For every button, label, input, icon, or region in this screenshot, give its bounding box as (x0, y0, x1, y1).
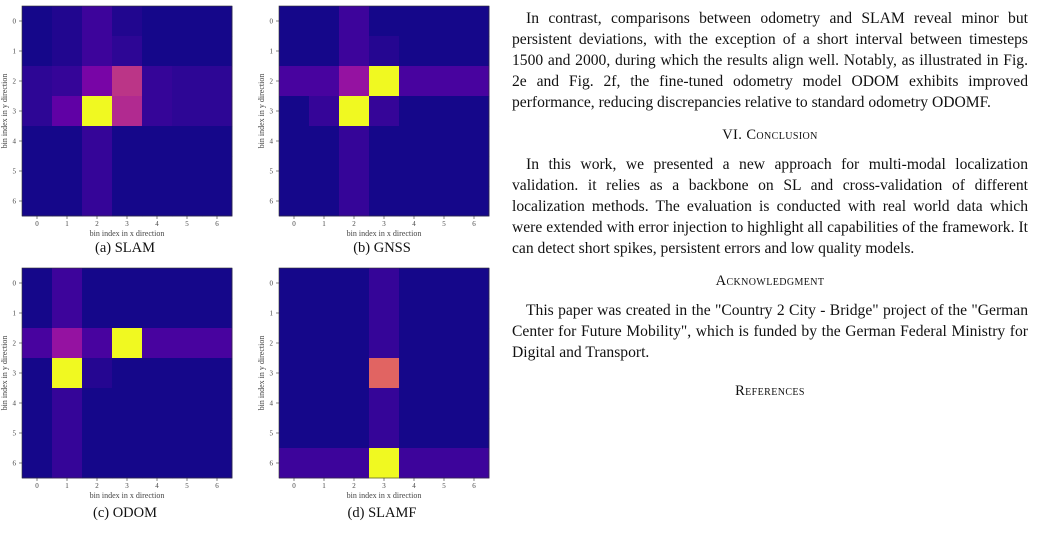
heatmap-cell (22, 126, 52, 156)
x-tick-label: 0 (35, 482, 39, 490)
heatmap-cell (339, 66, 369, 96)
heatmap-cell (279, 268, 309, 298)
heatmap-cell (142, 66, 172, 96)
heatmap-cell (309, 96, 339, 126)
heatmap-cell (279, 96, 309, 126)
x-axis-label: bin index in x direction (346, 229, 422, 238)
x-tick-label: 2 (352, 482, 356, 490)
y-tick-label: 2 (12, 77, 16, 86)
heatmap-slamf (257, 262, 507, 500)
x-tick-label: 0 (35, 220, 39, 228)
heatmap-cell (399, 66, 429, 96)
heatmap-cell (279, 186, 309, 216)
heatmap-cell (309, 268, 339, 298)
x-tick-label: 5 (185, 220, 189, 228)
x-tick-label: 4 (412, 482, 416, 490)
heatmap-cell (202, 126, 232, 156)
heatmap-cell (339, 298, 369, 328)
heatmap-cell (52, 96, 82, 126)
heatmap-cell (279, 448, 309, 478)
heatmap-cell (369, 96, 399, 126)
heatmap-cell (459, 448, 489, 478)
x-tick-label: 1 (322, 220, 326, 228)
heatmap-cell (339, 6, 369, 36)
heatmap-cell (82, 6, 112, 36)
figure-caption-slamf: (d) SLAMF (347, 505, 417, 521)
heatmap-cell (459, 6, 489, 36)
heatmap-cell (309, 156, 339, 186)
heatmap-cell (22, 448, 52, 478)
heatmap-cell (369, 418, 399, 448)
heatmap-cell (429, 186, 459, 216)
heatmap-cell (142, 448, 172, 478)
x-tick-label: 0 (292, 220, 296, 228)
heatmap-cell (279, 66, 309, 96)
heatmap-cell (429, 96, 459, 126)
y-tick-label: 1 (12, 309, 16, 318)
heatmap-cell (339, 328, 369, 358)
heatmap-cell (399, 298, 429, 328)
x-tick-label: 3 (382, 482, 386, 490)
heatmap-cell (202, 268, 232, 298)
heatmap-cell (202, 418, 232, 448)
heatmap-cell (82, 126, 112, 156)
heatmap-cell (112, 388, 142, 418)
y-tick-label: 3 (12, 369, 16, 378)
heatmap-cell (172, 448, 202, 478)
heatmap-cell (369, 36, 399, 66)
heatmap-gnss (257, 0, 507, 238)
heatmap-cell (202, 66, 232, 96)
heatmap-cell (52, 36, 82, 66)
heatmap-cell (82, 358, 112, 388)
heatmap-cell (142, 126, 172, 156)
heatmap-cell (142, 328, 172, 358)
heatmap-cell (369, 6, 399, 36)
x-axis-label: bin index in x direction (89, 229, 165, 238)
y-tick-label: 4 (269, 137, 273, 146)
heatmap-cell (339, 36, 369, 66)
heatmap-cell (369, 388, 399, 418)
heatmap-cell (112, 126, 142, 156)
heatmap-cell (399, 268, 429, 298)
heatmap-cell (22, 418, 52, 448)
y-tick-label: 3 (269, 107, 273, 116)
heatmap-cell (202, 388, 232, 418)
heatmap-cell (22, 268, 52, 298)
heatmap-cell (82, 268, 112, 298)
heatmap-cell (82, 156, 112, 186)
heatmap-cell (459, 66, 489, 96)
y-tick-label: 1 (12, 47, 16, 56)
heatmap-cell (279, 298, 309, 328)
heatmap-cell (309, 388, 339, 418)
y-tick-label: 5 (12, 167, 16, 176)
y-tick-label: 5 (269, 167, 273, 176)
x-tick-label: 6 (215, 482, 219, 490)
x-tick-label: 4 (412, 220, 416, 228)
heatmap-cell (142, 298, 172, 328)
x-tick-label: 4 (155, 482, 159, 490)
heatmap-cell (429, 358, 459, 388)
heatmap-cell (429, 6, 459, 36)
intro-paragraph: In contrast, comparisons between odometry and SLAM reveal minor but persistent deviations, with the exception of a short interval between timesteps 1500 and 2000, during which the results align well. Notably, as illustrated in Fig. 2e and Fig. 2f, the fine-tuned odometry model ODOM exhibits improved performance, reducing discrepancies relative to standard odometry ODOMF. (512, 10, 1028, 111)
x-tick-label: 3 (125, 220, 129, 228)
heatmap-cell (172, 328, 202, 358)
heatmap-cell (172, 388, 202, 418)
heatmap-cell (112, 298, 142, 328)
x-tick-label: 5 (442, 220, 446, 228)
heatmap-cell (399, 388, 429, 418)
heatmap-cell (82, 186, 112, 216)
heatmap-cell (172, 186, 202, 216)
acknowledgment-paragraph: This paper was created in the "Country 2 City - Bridge" project of the "German Center for Future Mobility", which is funded by the German Federal Ministry for Digital and Transport. (512, 302, 1028, 361)
x-tick-label: 6 (472, 482, 476, 490)
heatmap-cell (112, 6, 142, 36)
y-tick-label: 0 (12, 279, 16, 288)
acknowledgment-heading: Acknowledgment (715, 273, 825, 289)
heatmap-cell (22, 358, 52, 388)
heatmap-cell (202, 156, 232, 186)
x-axis-label: bin index in x direction (346, 491, 422, 500)
heatmap-odom (0, 262, 250, 500)
heatmap-cell (309, 418, 339, 448)
heatmap-cell (202, 358, 232, 388)
heatmap-cell (309, 126, 339, 156)
heatmap-cell (52, 126, 82, 156)
heatmap-cell (142, 6, 172, 36)
heatmap-panel-slamf (257, 262, 507, 537)
heatmap-cell (202, 96, 232, 126)
heatmap-cell (369, 156, 399, 186)
heatmap-cell (429, 388, 459, 418)
heatmap-cell (82, 388, 112, 418)
heatmap-cell (82, 298, 112, 328)
heatmap-cell (172, 126, 202, 156)
x-tick-label: 3 (382, 220, 386, 228)
heatmap-cell (52, 388, 82, 418)
heatmap-cell (399, 36, 429, 66)
heatmap-cell (202, 328, 232, 358)
y-tick-label: 2 (269, 339, 273, 348)
y-tick-label: 1 (269, 309, 273, 318)
y-tick-label: 6 (12, 459, 16, 468)
heatmap-cell (339, 358, 369, 388)
heatmap-cell (52, 186, 82, 216)
heatmap-cell (369, 66, 399, 96)
heatmap-cell (112, 156, 142, 186)
heatmap-cell (339, 126, 369, 156)
heatmap-cell (112, 96, 142, 126)
heatmap-cell (399, 358, 429, 388)
heatmap-cell (369, 448, 399, 478)
y-tick-label: 2 (269, 77, 273, 86)
heatmap-cell (279, 36, 309, 66)
heatmap-cell (52, 418, 82, 448)
heatmap-cell (82, 96, 112, 126)
heatmap-cell (202, 36, 232, 66)
heatmap-cell (52, 358, 82, 388)
heatmap-cell (52, 268, 82, 298)
y-tick-label: 5 (269, 429, 273, 438)
heatmap-cell (459, 96, 489, 126)
heatmap-cell (22, 6, 52, 36)
y-tick-label: 6 (269, 197, 273, 206)
heatmap-cell (22, 186, 52, 216)
heatmap-cell (172, 418, 202, 448)
y-tick-label: 6 (269, 459, 273, 468)
heatmap-cell (369, 186, 399, 216)
heatmap-cell (399, 186, 429, 216)
heatmap-cell (112, 328, 142, 358)
heatmap-cell (202, 186, 232, 216)
y-tick-label: 4 (269, 399, 273, 408)
heatmap-cell (309, 298, 339, 328)
x-tick-label: 3 (125, 482, 129, 490)
heatmap-cell (22, 96, 52, 126)
heatmap-cell (112, 418, 142, 448)
heatmap-cell (172, 96, 202, 126)
heatmap-cell (52, 298, 82, 328)
x-tick-label: 5 (185, 482, 189, 490)
y-tick-label: 3 (12, 107, 16, 116)
heatmap-cell (202, 298, 232, 328)
heatmap-cell (22, 298, 52, 328)
heatmap-cell (309, 448, 339, 478)
heatmap-cell (172, 66, 202, 96)
heatmap-cell (172, 36, 202, 66)
heatmap-cell (369, 298, 399, 328)
y-tick-label: 0 (269, 17, 273, 26)
heatmap-cell (429, 268, 459, 298)
x-tick-label: 2 (352, 220, 356, 228)
heatmap-cell (112, 268, 142, 298)
heatmap-cell (279, 358, 309, 388)
heatmap-cell (399, 6, 429, 36)
heatmap-cell (429, 156, 459, 186)
heatmap-cell (339, 96, 369, 126)
y-axis-label: bin index in y direction (257, 335, 266, 411)
heatmap-cell (112, 448, 142, 478)
heatmap-cell (82, 448, 112, 478)
y-tick-label: 4 (12, 137, 16, 146)
x-tick-label: 2 (95, 482, 99, 490)
heatmap-cell (369, 268, 399, 298)
y-tick-label: 0 (269, 279, 273, 288)
heatmap-cell (309, 186, 339, 216)
heatmap-cell (82, 36, 112, 66)
x-tick-label: 2 (95, 220, 99, 228)
heatmap-cell (112, 358, 142, 388)
heatmap-cell (172, 358, 202, 388)
conclusion-paragraph: In this work, we presented a new approach for multi-modal localization validation. it relies as a backbone on SL and cross-validation of different localization methods. The evaluation is conducted with real world data which were extended with error injection to highlight all capabilities of the framework. It can detect short spikes, persistent errors and low quality models. (512, 156, 1028, 257)
heatmap-cell (459, 418, 489, 448)
heatmap-cell (52, 448, 82, 478)
heatmap-cell (459, 156, 489, 186)
x-tick-label: 6 (215, 220, 219, 228)
x-tick-label: 0 (292, 482, 296, 490)
heatmap-cell (82, 328, 112, 358)
heatmap-cell (279, 126, 309, 156)
heatmap-cell (369, 328, 399, 358)
heatmap-cell (459, 36, 489, 66)
heatmap-cell (202, 448, 232, 478)
heatmap-cell (429, 418, 459, 448)
heatmap-cell (279, 418, 309, 448)
y-tick-label: 2 (12, 339, 16, 348)
heatmap-cell (399, 328, 429, 358)
heatmap-cell (459, 388, 489, 418)
heatmap-slam (0, 0, 250, 238)
heatmap-cell (369, 126, 399, 156)
heatmap-cell (399, 448, 429, 478)
heatmap-cell (22, 66, 52, 96)
heatmap-cell (22, 328, 52, 358)
heatmap-cell (142, 418, 172, 448)
heatmap-cell (429, 298, 459, 328)
heatmap-cell (112, 36, 142, 66)
heatmap-cell (399, 418, 429, 448)
heatmap-cell (429, 328, 459, 358)
heatmap-cell (279, 328, 309, 358)
heatmap-panel-gnss (257, 0, 507, 265)
heatmap-cell (142, 388, 172, 418)
figure-caption-slam: (a) SLAM (94, 240, 155, 256)
heatmap-cell (52, 6, 82, 36)
heatmap-cell (142, 156, 172, 186)
y-tick-label: 3 (269, 369, 273, 378)
figure-caption-gnss: (b) GNSS (353, 240, 411, 256)
heatmap-cell (339, 388, 369, 418)
heatmap-cell (52, 156, 82, 186)
heatmap-cell (339, 418, 369, 448)
heatmap-cell (459, 186, 489, 216)
x-tick-label: 4 (155, 220, 159, 228)
references-heading: References (735, 383, 805, 399)
heatmap-cell (459, 328, 489, 358)
x-tick-label: 1 (65, 482, 69, 490)
heatmap-cell (82, 418, 112, 448)
heatmap-cell (459, 126, 489, 156)
heatmap-cell (309, 328, 339, 358)
heatmap-cell (279, 6, 309, 36)
y-tick-label: 0 (12, 17, 16, 26)
heatmap-panel-slam (0, 0, 250, 265)
figure-caption-odom: (c) ODOM (92, 505, 158, 521)
heatmap-cell (142, 96, 172, 126)
heatmap-cell (279, 156, 309, 186)
x-tick-label: 1 (322, 482, 326, 490)
x-tick-label: 5 (442, 482, 446, 490)
heatmap-cell (399, 96, 429, 126)
conclusion-heading: VI. Conclusion (722, 127, 818, 143)
heatmap-cell (52, 66, 82, 96)
heatmap-cell (82, 66, 112, 96)
heatmap-cell (22, 388, 52, 418)
heatmap-cell (429, 126, 459, 156)
y-tick-label: 5 (12, 429, 16, 438)
heatmap-cell (52, 328, 82, 358)
heatmap-cell (142, 268, 172, 298)
text-column (512, 8, 1028, 410)
y-axis-label: bin index in y direction (257, 73, 266, 149)
heatmap-cell (429, 36, 459, 66)
y-axis-label: bin index in y direction (0, 335, 9, 411)
x-tick-label: 6 (472, 220, 476, 228)
heatmap-cell (22, 36, 52, 66)
heatmap-cell (22, 156, 52, 186)
heatmap-cell (279, 388, 309, 418)
heatmap-cell (202, 6, 232, 36)
heatmap-cell (339, 268, 369, 298)
heatmap-cell (112, 66, 142, 96)
y-axis-label: bin index in y direction (0, 73, 9, 149)
heatmap-cell (459, 358, 489, 388)
heatmap-cell (399, 156, 429, 186)
heatmap-cell (172, 6, 202, 36)
heatmap-cell (459, 298, 489, 328)
heatmap-cell (429, 66, 459, 96)
heatmap-cell (112, 186, 142, 216)
heatmap-cell (429, 448, 459, 478)
heatmap-cell (309, 6, 339, 36)
heatmap-cell (172, 156, 202, 186)
heatmap-cell (309, 36, 339, 66)
y-tick-label: 6 (12, 197, 16, 206)
heatmap-cell (369, 358, 399, 388)
heatmap-cell (172, 298, 202, 328)
heatmap-cell (172, 268, 202, 298)
heatmap-panel-odom (0, 262, 250, 537)
heatmap-cell (459, 268, 489, 298)
heatmap-cell (142, 36, 172, 66)
heatmap-cell (142, 358, 172, 388)
x-tick-label: 1 (65, 220, 69, 228)
heatmap-cell (339, 156, 369, 186)
y-tick-label: 1 (269, 47, 273, 56)
heatmap-cell (339, 186, 369, 216)
heatmap-cell (309, 66, 339, 96)
x-axis-label: bin index in x direction (89, 491, 165, 500)
heatmap-cell (142, 186, 172, 216)
heatmap-cell (399, 126, 429, 156)
heatmap-cell (309, 358, 339, 388)
heatmap-cell (339, 448, 369, 478)
y-tick-label: 4 (12, 399, 16, 408)
